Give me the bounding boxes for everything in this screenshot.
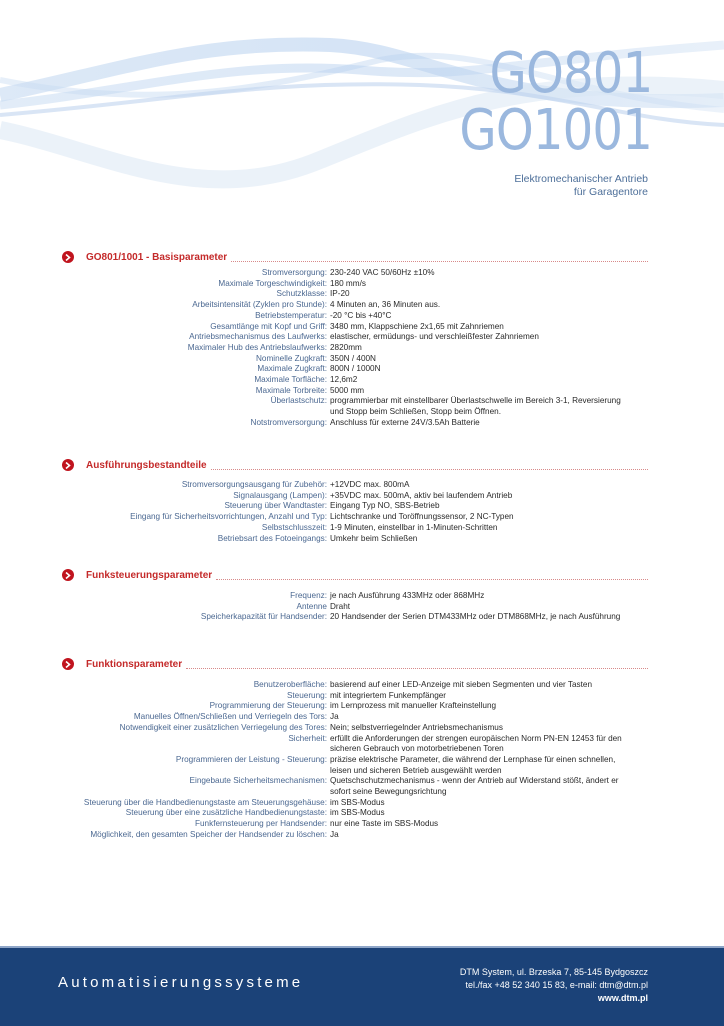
spec-label: Überlastschutz:	[270, 396, 327, 406]
spec-value: Nein; selbstverriegelnder Antriebsmechanismus	[330, 722, 503, 732]
spec-label: Schutzklasse:	[276, 289, 327, 299]
spec-row	[0, 776, 724, 797]
spec-row	[0, 343, 724, 354]
website-link[interactable]: www.dtm.pl	[597, 993, 648, 1003]
spec-row	[0, 602, 724, 613]
section-title: GO801/1001 - Basisparameter	[86, 251, 228, 263]
spec-label: Maximale Torfläche:	[254, 375, 327, 385]
spec-label: Notstromversorgung:	[250, 417, 327, 427]
dotted-divider	[186, 660, 648, 669]
spec-table-ausfuehrungsbestandteile	[0, 480, 724, 544]
spec-value: basierend auf einer LED-Anzeige mit sieben Segmenten und vier Tasten	[330, 680, 593, 689]
spec-value: je nach Ausführung 433MHz oder 868MHz	[330, 591, 485, 600]
section-header-basisparameter	[62, 250, 648, 264]
spec-label: Benutzeroberfläche:	[253, 680, 327, 689]
spec-value: Draht	[330, 601, 351, 611]
spec-label: Steuerung:	[286, 690, 327, 700]
spec-label: Maximaler Hub des Antriebslaufwerks:	[187, 342, 327, 352]
section-header-ausfuehrungsbestandteile	[62, 458, 648, 472]
spec-value: 1-9 Minuten, einstellbar in 1-Minuten-Schritten	[330, 522, 498, 532]
spec-label: Frequenz:	[290, 591, 327, 600]
spec-label: Programmieren der Leistung - Steuerung:	[175, 754, 327, 764]
phone-email: tel./fax +48 52 340 15 83, e-mail: dtm@dtm.pl	[465, 980, 648, 990]
spec-row	[0, 322, 724, 333]
spec-row	[0, 386, 724, 397]
company-address: DTM System, ul. Brzeska 7, 85-145 Bydgoszcz	[459, 967, 648, 977]
spec-row	[0, 680, 724, 691]
spec-label: Nominelle Zugkraft:	[256, 353, 327, 363]
spec-row	[0, 300, 724, 311]
spec-label: Stromversorgung:	[261, 268, 327, 277]
spec-row	[0, 798, 724, 809]
spec-value: Quetschschutzmechanismus - wenn der Antrieb auf Widerstand stößt, ändert er sofort seine Bewegungsrichtung	[330, 776, 619, 797]
spec-label: Notwendigkeit einer zusätzlichen Verriegelung des Tores:	[119, 722, 327, 732]
footer-brand: Automatisierungssysteme	[58, 974, 304, 991]
spec-row	[0, 396, 724, 417]
dotted-divider	[211, 461, 648, 470]
spec-label: Maximale Torgeschwindigkeit:	[218, 278, 327, 288]
spec-label: Programmierung der Steuerung:	[209, 701, 327, 711]
spec-value: nur eine Taste im SBS-Modus	[330, 819, 439, 829]
spec-label: Arbeitsintensität (Zyklen pro Stunde):	[192, 300, 327, 310]
spec-label: Steuerung über eine zusätzliche Handbedienungstaste:	[125, 808, 327, 818]
spec-label: Möglichkeit, den gesamten Speicher der Handsender zu löschen:	[90, 829, 327, 839]
spec-row	[0, 612, 724, 623]
spec-value: Anschluss für externe 24V/3.5Ah Batterie	[330, 417, 480, 427]
spec-row	[0, 375, 724, 386]
footer	[0, 946, 724, 1026]
spec-value: im Lernprozess mit manueller Krafteinstellung	[330, 701, 497, 711]
spec-row	[0, 734, 724, 755]
spec-value: -20 °C bis +40°C	[330, 310, 392, 320]
spec-label: Betriebstemperatur:	[255, 310, 327, 320]
section-header-funktionsparameter	[62, 657, 648, 671]
chevron-right-icon	[62, 658, 74, 670]
spec-label: Steuerung über die Handbedienungstaste am Steuerungsgehäuse:	[83, 797, 327, 807]
chevron-right-icon	[62, 459, 74, 471]
spec-row	[0, 480, 724, 491]
spec-row	[0, 723, 724, 734]
spec-row	[0, 755, 724, 776]
spec-value: im SBS-Modus	[330, 797, 385, 807]
header-banner	[0, 0, 724, 240]
spec-label: Selbstschlusszeit:	[261, 522, 327, 532]
spec-value: 230-240 VAC 50/60Hz ±10%	[330, 268, 435, 277]
spec-row	[0, 534, 724, 545]
spec-label: Funkfernsteuerung per Handsender:	[195, 819, 327, 829]
spec-value: Eingang Typ NO, SBS-Betrieb	[330, 501, 440, 511]
spec-value: programmierbar mit einstellbarer Überlastschwelle im Bereich 3-1, Reversierung und Stopp beim Schließen, Stopp beim Öffnen.	[330, 396, 621, 417]
spec-value: 20 Handsender der Serien DTM433MHz oder DTM868MHz, je nach Ausführung	[330, 612, 621, 622]
spec-label: Maximale Zugkraft:	[257, 364, 327, 374]
spec-label: Stromversorgungsausgang für Zubehör:	[181, 480, 327, 489]
section-header-funksteuerungsparameter	[62, 568, 648, 582]
spec-label: Gesamtlänge mit Kopf und Griff:	[210, 321, 327, 331]
section-title: Funksteuerungsparameter	[86, 569, 213, 581]
spec-value: erfüllt die Anforderungen der strengen europäischen Norm PN-EN 12453 für den sicheren Gebrauch von motorbetriebenen Toren	[330, 733, 622, 754]
dotted-divider	[231, 253, 648, 262]
spec-row	[0, 491, 724, 502]
model-title-go1001: GO1001	[459, 98, 652, 163]
spec-row	[0, 311, 724, 322]
spec-label: Sicherheit:	[288, 733, 327, 743]
spec-row	[0, 501, 724, 512]
spec-row	[0, 819, 724, 830]
spec-row	[0, 279, 724, 290]
spec-row	[0, 289, 724, 300]
spec-value: 800N / 1000N	[330, 364, 381, 374]
spec-value: mit integriertem Funkempfänger	[330, 690, 447, 700]
spec-value: präzise elektrische Parameter, die während der Lernphase für einen schnellen, leisen und sicheren Betrieb ausgewählt werden	[330, 754, 616, 775]
footer-contact	[460, 966, 648, 1005]
spec-row	[0, 591, 724, 602]
product-subtitle	[514, 173, 648, 199]
spec-label: Steuerung über Wandtaster:	[224, 501, 327, 511]
spec-row	[0, 332, 724, 343]
spec-label: Betriebsart des Fotoeingangs:	[217, 533, 327, 543]
spec-value: elastischer, ermüdungs- und verschleißfester Zahnriemen	[330, 332, 539, 342]
spec-label: Signalausgang (Lampen):	[233, 490, 327, 500]
spec-value: 5000 mm	[330, 385, 365, 395]
spec-row	[0, 364, 724, 375]
section-title: Funktionsparameter	[86, 658, 183, 670]
spec-value: +35VDC max. 500mA, aktiv bei laufendem Antrieb	[330, 490, 513, 500]
spec-label: Speicherkapazität für Handsender:	[200, 612, 327, 622]
spec-row	[0, 712, 724, 723]
spec-value: Ja	[330, 829, 339, 839]
spec-value: 4 Minuten an, 36 Minuten aus.	[330, 300, 441, 310]
spec-value: Umkehr beim Schließen	[330, 533, 418, 543]
section-title: Ausführungsbestandteile	[86, 459, 207, 471]
spec-label: Maximale Torbreite:	[255, 385, 327, 395]
subtitle-line-2: für Garagentore	[573, 186, 648, 198]
spec-label: Eingang für Sicherheitsvorrichtungen, Anzahl und Typ:	[130, 512, 327, 522]
spec-table-funktionsparameter	[0, 680, 724, 841]
spec-value: im SBS-Modus	[330, 808, 385, 818]
spec-label: Manuelles Öffnen/Schließen und Verriegeln des Tors:	[133, 712, 327, 722]
spec-value: 3480 mm, Klappschiene 2x1,65 mit Zahnriemen	[330, 321, 504, 331]
spec-value: 12,6m2	[330, 375, 358, 385]
spec-table-funksteuerungsparameter	[0, 591, 724, 623]
spec-label: Eingebaute Sicherheitsmechanismen:	[189, 776, 327, 786]
spec-row	[0, 354, 724, 365]
spec-row	[0, 418, 724, 429]
spec-value: IP-20	[330, 289, 350, 299]
chevron-right-icon	[62, 569, 74, 581]
spec-row	[0, 808, 724, 819]
spec-label: Antriebsmechanismus des Laufwerks:	[189, 332, 327, 342]
spec-row	[0, 512, 724, 523]
spec-row	[0, 523, 724, 534]
spec-value: +12VDC max. 800mA	[330, 480, 410, 489]
spec-table-basisparameter	[0, 268, 724, 429]
spec-value: 350N / 400N	[330, 353, 376, 363]
subtitle-line-1: Elektromechanischer Antrieb	[514, 173, 648, 185]
spec-label: Antenne	[296, 601, 327, 611]
spec-value: 2820mm	[330, 342, 362, 352]
spec-row	[0, 268, 724, 279]
spec-row	[0, 830, 724, 841]
chevron-right-icon	[62, 251, 74, 263]
spec-value: Lichtschranke und Toröffnungssensor, 2 NC-Typen	[330, 512, 514, 522]
model-title-go801: GO801	[489, 41, 652, 106]
spec-value: Ja	[330, 712, 339, 722]
spec-value: 180 mm/s	[330, 278, 366, 288]
spec-row	[0, 691, 724, 702]
spec-row	[0, 701, 724, 712]
dotted-divider	[216, 571, 648, 580]
